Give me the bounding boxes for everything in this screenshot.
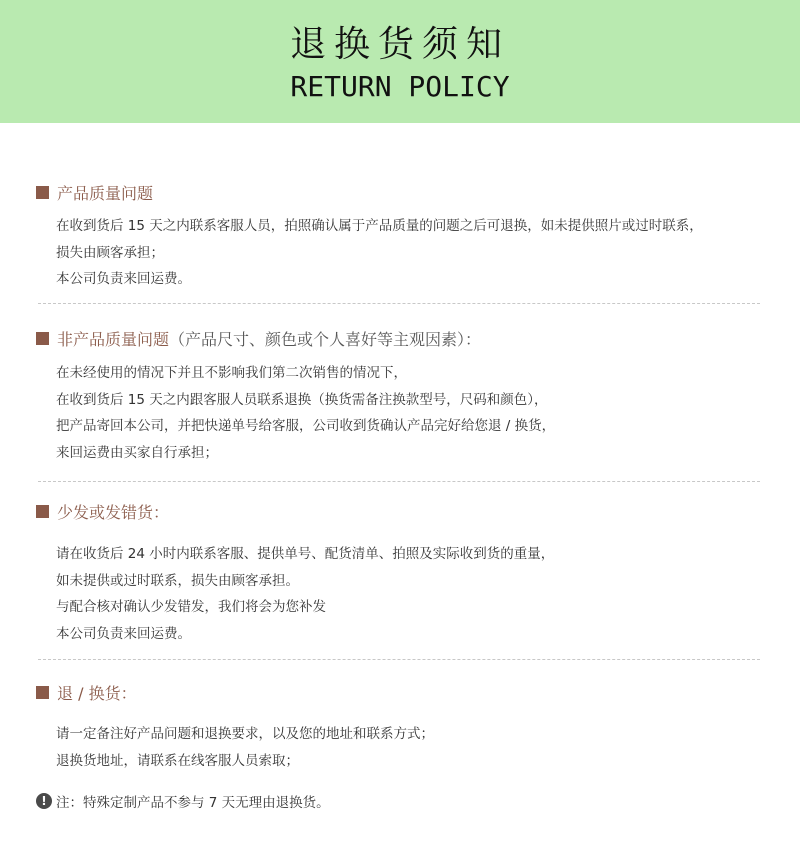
page-title-english: RETURN POLICY — [290, 70, 510, 103]
section-title-note: （产品尺寸、颜色或个人喜好等主观因素）： — [169, 329, 482, 349]
special-notice — [36, 791, 330, 811]
section-divider — [38, 659, 760, 660]
special-notice-text: 注：特殊定制产品不参与 7 天无理由退换货。 — [56, 795, 330, 811]
section-line: 本公司负责来回运费。 — [56, 625, 191, 642]
square-bullet-icon — [36, 332, 49, 345]
exclamation-icon: ! — [36, 793, 52, 809]
section-title: 少发或发错货： — [57, 502, 170, 522]
square-bullet-icon — [36, 186, 49, 199]
section-line: 请在收货后 24 小时内联系客服、提供单号、配货清单、拍照及实际收到货的重量， — [56, 546, 555, 562]
section-title: 退 / 换货： — [57, 683, 137, 703]
section-divider — [38, 481, 760, 482]
section-title: 非产品质量问题 — [57, 329, 170, 349]
section-line: 与配合核对确认少发错发，我们将会为您补发 — [56, 599, 326, 615]
section-line: 退换货地址，请联系在线客服人员索取； — [56, 752, 299, 769]
section-divider — [38, 303, 760, 304]
section-line: 来回运费由买家自行承担； — [56, 444, 218, 461]
page-title-chinese: 退换货须知 — [289, 24, 510, 65]
section-line: 本公司负责来回运费。 — [56, 271, 191, 287]
section-quality-issue — [36, 179, 766, 293]
section-return-exchange — [36, 679, 766, 774]
section-line: 在收到货后 15 天之内跟客服人员联系退换（换货需备注换款型号，尺码和颜色）， — [56, 391, 548, 408]
header-banner — [0, 0, 800, 123]
section-non-quality-issue — [36, 325, 766, 466]
section-line: 损失由顾客承担； — [56, 244, 164, 261]
section-line: 在未经使用的情况下并且不影响我们第二次销售的情况下， — [56, 365, 407, 381]
square-bullet-icon — [36, 505, 49, 518]
section-missing-wrong-items — [36, 498, 766, 647]
section-line: 把产品寄回本公司，并把快递单号给客服，公司收到货确认产品完好给您退 / 换货， — [56, 418, 556, 434]
square-bullet-icon — [36, 686, 49, 699]
section-line: 请一定备注好产品问题和退换要求，以及您的地址和联系方式； — [56, 726, 434, 742]
section-line: 如未提供或过时联系，损失由顾客承担。 — [56, 572, 299, 589]
section-line: 在收到货后 15 天之内联系客服人员，拍照确认属于产品质量的问题之后可退换，如未提供照片或过时联系， — [56, 218, 703, 234]
section-title: 产品质量问题 — [57, 183, 154, 203]
